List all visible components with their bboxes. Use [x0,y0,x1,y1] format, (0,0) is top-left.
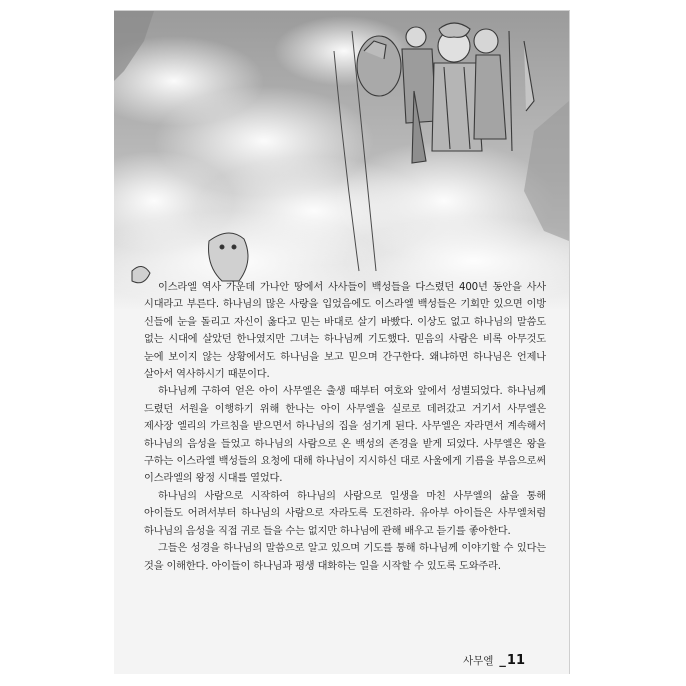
paragraph: 하나님의 사람으로 시작하여 하나님의 사람으로 일생을 마친 사무엘의 삶을 통해 아이들도 어려서부터 하나님의 사람으로 자라도록 도전하라. 유아부 아이들은 사무엘처럼 하나님의 음성을 직접 귀로 들을 수는 없지만 하나님에 관해 배우고 듣기를 좋아한다. [144,490,546,537]
footer-dash: _ [499,653,506,668]
chapter-title: 사무엘 [462,655,494,667]
book-page [114,10,570,674]
paragraph: 하나님께 구하여 얻은 아이 사무엘은 출생 때부터 여호와 앞에서 성별되었다. 하나님께 드렸던 서원을 이행하기 위해 한나는 아이 사무엘을 실로로 데려갔고 거기서 사무엘은 제사장 엘리의 가르침을 받으면서 하나님의 집을 섬기게 된다. 사무엘은 자라면서 계속해서 하나님의 음성을 들었고 하나님의 사람으로 온 백성의 존경을 받게 되었다. 사무엘은 왕을 구하는 이스라엘 백성들의 요청에 대해 하나님이 지시하신 대로 사울에게 기름을 부음으로써 이스라엘의 왕정 시대를 열었다. [144,386,546,485]
page-footer [463,653,525,668]
paragraph: 이스라엘 역사 가운데 가나안 땅에서 사사들이 백성들을 다스렸던 400년 동안을 사사 시대라고 부른다. 하나님의 많은 사랑을 입었음에도 이스라엘 백성들은 기회만 있으면 이방 신들에 눈을 돌리고 자신이 옳다고 믿는 바대로 살기 바빴다. 이상도 없고 하나님의 말씀도 없는 시대에 살았던 한나였지만 그녀는 하나님께 기도했다. 믿음의 사람은 비록 아무것도 눈에 보이지 않는 상황에서도 하나님을 보고 믿으며 간구한다. 왜냐하면 하나님은 언제나 살아서 역사하시기 때문이다. [144,282,546,381]
page-number: 11 [506,653,525,668]
paragraph: 그들은 성경을 하나님의 말씀으로 알고 있으며 기도를 통해 하나님께 이야기할 수 있다는 것을 이해한다. 아이들이 하나님과 평생 대화하는 일을 시작할 수 있도록 도와주라. [144,543,546,572]
body-text [144,279,546,575]
biblical-illustration [114,11,569,311]
